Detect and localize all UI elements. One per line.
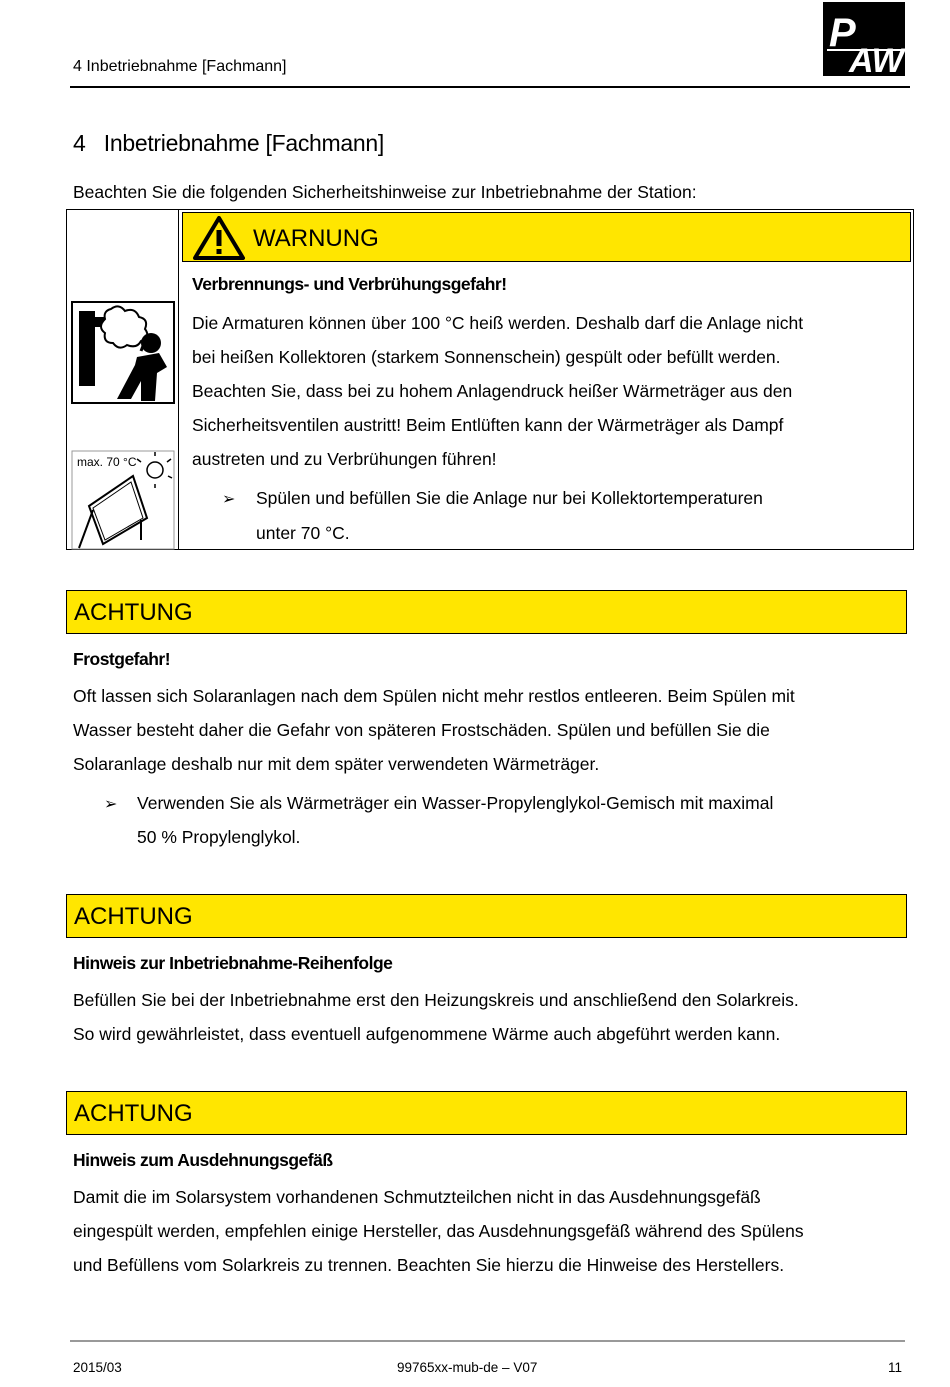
notice-line: Oft lassen sich Solaranlagen nach dem Spülen nicht mehr restlos entleeren. Beim Spülen mit xyxy=(73,686,795,706)
warning-header xyxy=(182,212,911,262)
notice-subtitle: Hinweis zur Inbetriebnahme-Reihenfolge xyxy=(73,953,393,973)
notice-header xyxy=(66,1091,907,1135)
warning-line: austreten und zu Verbrühungen führen! xyxy=(192,449,497,469)
header-rule xyxy=(70,86,910,88)
running-header: 4 Inbetriebnahme [Fachmann] xyxy=(73,58,287,75)
notice-line: Solaranlage deshalb nur mit dem später verwendeten Wärmeträger. xyxy=(73,754,600,774)
arrow-bullet-icon: ➢ xyxy=(222,491,236,508)
notice-subtitle: Hinweis zum Ausdehnungsgefäß xyxy=(73,1150,333,1170)
scald-hazard-pictogram xyxy=(71,301,175,404)
warning-box xyxy=(66,209,914,550)
arrow-bullet-icon: ➢ xyxy=(104,796,118,813)
svg-text:AW: AW xyxy=(849,42,904,76)
notice-line: So wird gewährleistet, dass eventuell aufgenommene Wärme auch abgeführt werden kann. xyxy=(73,1024,781,1044)
notice-label: ACHTUNG xyxy=(74,903,193,930)
notice-instruction: Verwenden Sie als Wärmeträger ein Wasser-Propylenglykol-Gemisch mit maximal xyxy=(137,793,774,813)
warning-line: Sicherheitsventilen austritt! Beim Entlüften kann der Wärmeträger als Dampf xyxy=(192,415,784,435)
notice-line: Wasser besteht daher die Gefahr von späteren Frostschäden. Spülen und befüllen Sie die xyxy=(73,720,770,740)
paw-logo xyxy=(823,2,905,76)
max-temperature-label: max. 70 °C xyxy=(77,455,137,469)
notice-header xyxy=(66,894,907,938)
warning-subtitle: Verbrennungs- und Verbrühungsgefahr! xyxy=(192,274,507,294)
notice-header xyxy=(66,590,907,634)
page-title: 4 Inbetriebnahme [Fachmann] xyxy=(73,130,384,156)
warning-triangle-icon xyxy=(193,216,245,260)
footer-date: 2015/03 xyxy=(73,1360,122,1375)
page-number: 11 xyxy=(888,1360,903,1375)
warning-instruction: unter 70 °C. xyxy=(256,523,350,543)
svg-text:P: P xyxy=(829,11,856,55)
notice-instruction: 50 % Propylenglykol. xyxy=(137,827,301,847)
warning-line: Beachten Sie, dass bei zu hohem Anlagendruck heißer Wärmeträger aus den xyxy=(192,381,793,401)
notice-label: ACHTUNG xyxy=(74,599,193,626)
notice-label: ACHTUNG xyxy=(74,1100,193,1127)
warning-label: WARNUNG xyxy=(253,225,379,252)
notice-line: und Befüllens vom Solarkreis zu trennen. Beachten Sie hierzu die Hinweise des Herstellers. xyxy=(73,1255,785,1275)
warning-instruction: Spülen und befüllen Sie die Anlage nur bei Kollektortemperaturen xyxy=(256,488,763,508)
notice-line: Befüllen Sie bei der Inbetriebnahme erst den Heizungskreis und anschließend den Solarkreis. xyxy=(73,990,799,1010)
footer-rule xyxy=(70,1340,905,1342)
warning-divider xyxy=(178,210,179,549)
collector-temperature-pictogram xyxy=(71,450,175,550)
warning-line: Die Armaturen können über 100 °C heiß werden. Deshalb darf die Anlage nicht xyxy=(192,313,804,333)
warning-line: bei heißen Kollektoren (starkem Sonnenschein) gespült oder befüllt werden. xyxy=(192,347,781,367)
notice-line: Damit die im Solarsystem vorhandenen Schmutzteilchen nicht in das Ausdehnungsgefäß xyxy=(73,1187,761,1207)
footer-document-id: 99765xx-mub-de – V07 xyxy=(397,1360,538,1375)
intro-text: Beachten Sie die folgenden Sicherheitshinweise zur Inbetriebnahme der Station: xyxy=(73,182,697,202)
notice-line: eingespült werden, empfehlen einige Hersteller, das Ausdehnungsgefäß während des Spülens xyxy=(73,1221,804,1241)
notice-subtitle: Frostgefahr! xyxy=(73,649,171,669)
